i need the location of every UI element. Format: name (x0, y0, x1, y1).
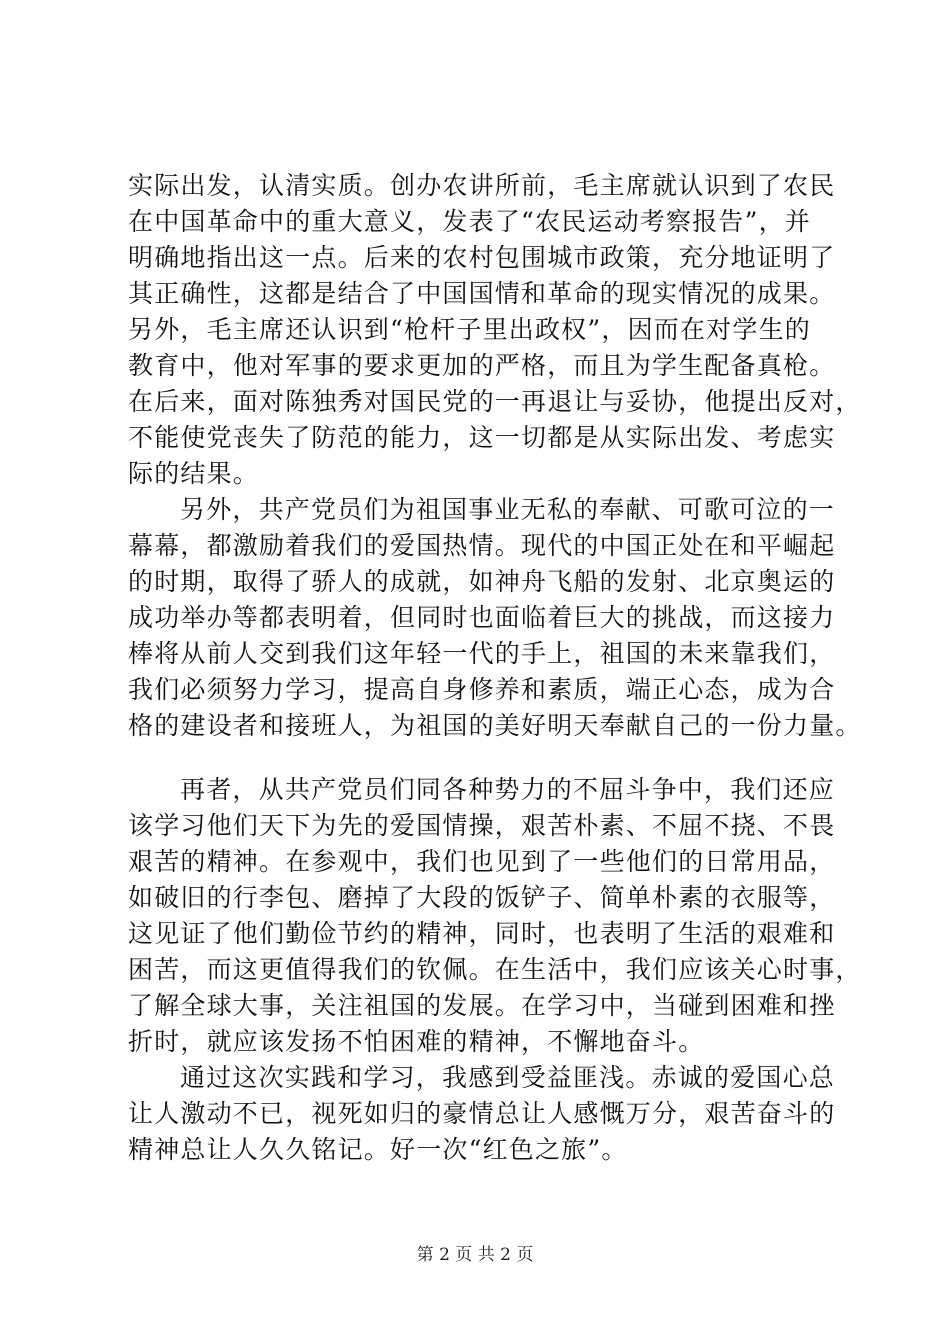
paragraph-3 (128, 772, 862, 1060)
text-line: 这见证了他们勤俭节约的精神，同时，也表明了生活的艰难和 (128, 919, 836, 948)
text-line: 明确地指出这一点。后来的农村包围城市政策，充分地证明了 (128, 243, 836, 272)
text-line: 艰苦的精神。在参观中，我们也见到了一些他们的日常用品， (128, 847, 836, 876)
text-line: 让人激动不已，视死如归的豪情总让人感慨万分，艰苦奋斗的 (128, 1099, 836, 1128)
text-line: 另外，共产党员们为祖国事业无私的奉献、可歌可泣的一 (180, 495, 836, 524)
text-line: 成功举办等都表明着，但同时也面临着巨大的挑战，而这接力 (128, 603, 836, 632)
text-line: 不能使党丧失了防范的能力，这一切都是从实际出发、考虑实 (128, 423, 836, 452)
paragraph-4 (128, 1060, 838, 1168)
text-line: 精神总让人久久铭记。好一次“红色之旅”。 (128, 1135, 628, 1164)
text-line: 格的建设者和接班人，为祖国的美好明天奉献自己的一份力量。 (128, 711, 862, 740)
text-line: 另外，毛主席还认识到“枪杆子里出政权”，因而在对学生的 (128, 315, 811, 344)
text-line: 通过这次实践和学习，我感到受益匪浅。赤诚的爱国心总 (180, 1063, 836, 1092)
text-line: 的时期，取得了骄人的成就，如神舟飞船的发射、北京奥运的 (128, 567, 836, 596)
text-line: 了解全球大事，关注祖国的发展。在学习中，当碰到困难和挫 (128, 991, 836, 1020)
text-line: 该学习他们天下为先的爱国情操，艰苦朴素、不屈不挠、不畏 (128, 811, 836, 840)
paragraph-1 (128, 168, 862, 492)
text-line: 再者，从共产党员们同各种势力的不屈斗争中，我们还应 (180, 775, 836, 804)
document-body (128, 168, 862, 1168)
text-line: 教育中，他对军事的要求更加的严格，而且为学生配备真枪。 (128, 351, 836, 380)
text-line: 在后来，面对陈独秀对国民党的一再退让与妥协，他提出反对， (128, 387, 862, 416)
text-line: 幕幕，都激励着我们的爱国热情。现代的中国正处在和平崛起 (128, 531, 836, 560)
paragraph-spacer (128, 744, 838, 772)
paragraph-2 (128, 492, 862, 744)
text-line: 在中国革命中的重大意义，发表了“农民运动考察报告”，并 (128, 207, 811, 236)
text-line: 实际出发，认清实质。创办农讲所前，毛主席就认识到了农民 (128, 171, 836, 200)
text-line: 困苦，而这更值得我们的钦佩。在生活中，我们应该关心时事， (128, 955, 862, 984)
text-line: 如破旧的行李包、磨掉了大段的饭铲子、简单朴素的衣服等， (128, 883, 836, 912)
text-line: 折时，就应该发扬不怕困难的精神，不懈地奋斗。 (128, 1027, 705, 1056)
page-footer (0, 1243, 950, 1267)
text-line: 我们必须努力学习，提高自身修养和素质，端正心态，成为合 (128, 675, 836, 704)
text-line: 其正确性，这都是结合了中国国情和革命的现实情况的成果。 (128, 279, 836, 308)
text-line: 际的结果。 (128, 459, 260, 488)
text-line: 棒将从前人交到我们这年轻一代的手上，祖国的未来靠我们， (128, 639, 836, 668)
page-number-label: 第 2 页 共 2 页 (416, 1245, 534, 1265)
